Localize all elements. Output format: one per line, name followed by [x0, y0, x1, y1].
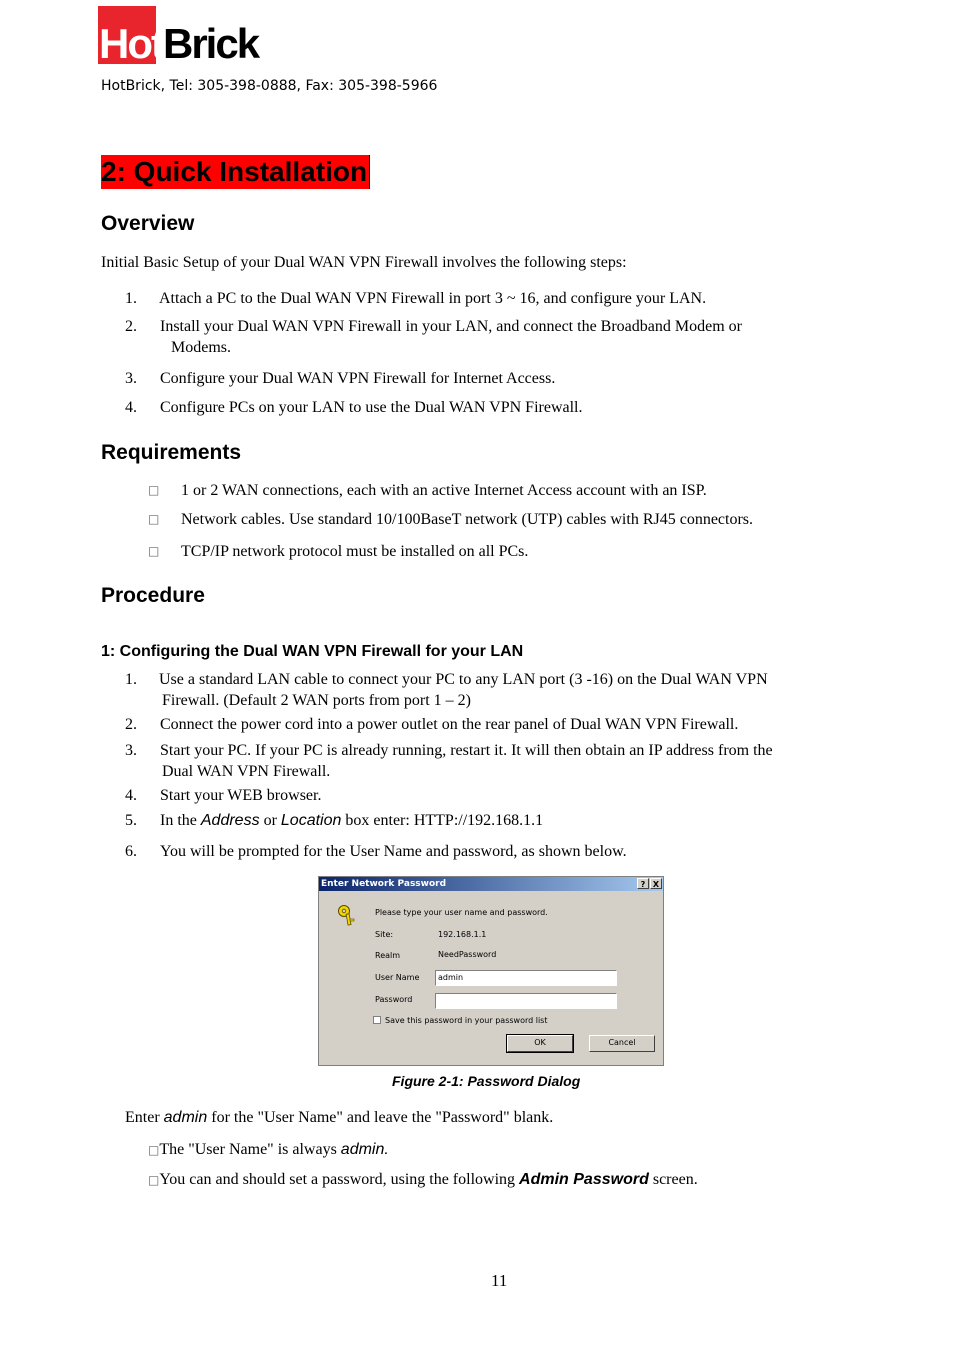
admin-password-term: Admin Password [519, 1171, 649, 1188]
overview-step-2-number: 2. [125, 318, 137, 335]
procedure-step-4: Start your WEB browser. [160, 787, 322, 804]
overview-step-3-number: 3. [125, 370, 137, 387]
note-username: □The "User Name" is always admin. [148, 1141, 389, 1158]
key-icon [337, 904, 359, 926]
overview-heading: Overview [101, 212, 195, 235]
procedure-step-2: Connect the power cord into a power outlet on the rear panel of Dual WAN VPN Firewall. [160, 716, 739, 733]
procedure-step-6: You will be prompted for the User Name and password, as shown below. [160, 843, 627, 860]
note-password: □You can and should set a password, using the following Admin Password screen. [148, 1171, 698, 1188]
cancel-button[interactable]: Cancel [589, 1035, 655, 1052]
password-label: Password [375, 995, 413, 1004]
realm-label: Realm [375, 951, 401, 960]
password-dialog [318, 876, 664, 1066]
site-value: 192.168.1.1 [438, 930, 487, 939]
dialog-title: Enter Network Password [319, 877, 663, 891]
overview-step-2: Install your Dual WAN VPN Firewall in your LAN, and connect the Broadband Modem or [160, 318, 742, 335]
procedure-step-1-cont: Firewall. (Default 2 WAN ports from port 1 – 2) [162, 692, 471, 709]
enter-admin-text: Enter admin for the "User Name" and leave the "Password" blank. [125, 1109, 554, 1126]
save-password-label: Save this password in your password list [385, 1016, 548, 1025]
page-number: 11 [491, 1271, 508, 1290]
bullet-square-icon: □ [148, 1173, 160, 1187]
procedure-step-6-number: 6. [125, 843, 137, 860]
procedure-subheading: 1: Configuring the Dual WAN VPN Firewall for your LAN [101, 643, 524, 660]
chapter-title: 2: Quick Installation [101, 155, 370, 189]
ok-button[interactable]: OK [507, 1035, 573, 1052]
save-password-checkbox[interactable] [373, 1016, 381, 1024]
overview-step-1: Attach a PC to the Dual WAN VPN Firewall in port 3 ~ 16, and configure your LAN. [159, 290, 707, 307]
figure-caption: Figure 2-1: Password Dialog [392, 1073, 581, 1089]
bullet-square-icon: □ [148, 1143, 160, 1157]
overview-step-4-number: 4. [125, 399, 137, 416]
username-input[interactable]: admin [435, 970, 617, 986]
procedure-step-4-number: 4. [125, 787, 137, 804]
procedure-step-3: Start your PC. If your PC is already running, restart it. It will then obtain an IP address from the [160, 742, 773, 759]
help-button[interactable]: ? [637, 878, 649, 889]
overview-step-2-cont: Modems. [171, 339, 231, 356]
username-label: User Name [375, 973, 420, 982]
overview-step-4: Configure PCs on your LAN to use the Dual WAN VPN Firewall. [160, 399, 583, 416]
overview-intro: Initial Basic Setup of your Dual WAN VPN Firewall involves the following steps: [101, 254, 627, 271]
requirement-2: Network cables. Use standard 10/100BaseT network (UTP) cables with RJ45 connectors. [181, 511, 754, 528]
hotbrick-logo: HotBrick [98, 6, 240, 64]
procedure-step-5-number: 5. [125, 812, 137, 829]
dialog-prompt: Please type your user name and password. [375, 908, 548, 917]
location-term: Location [280, 812, 342, 829]
procedure-step-2-number: 2. [125, 716, 137, 733]
overview-step-1-number: 1. [125, 290, 137, 307]
bullet-square-icon: □ [148, 544, 160, 558]
site-label: Site: [375, 930, 394, 939]
requirement-1: 1 or 2 WAN connections, each with an active Internet Access account with an ISP. [181, 482, 707, 499]
procedure-step-3-cont: Dual WAN VPN Firewall. [162, 763, 331, 780]
procedure-heading: Procedure [101, 584, 205, 607]
address-term: Address [200, 812, 260, 829]
bullet-square-icon: □ [148, 512, 160, 526]
overview-step-3: Configure your Dual WAN VPN Firewall for Internet Access. [160, 370, 556, 387]
procedure-step-3-number: 3. [125, 742, 137, 759]
password-input[interactable] [435, 993, 617, 1009]
procedure-step-1-number: 1. [125, 671, 137, 688]
contact-info: HotBrick, Tel: 305-398-0888, Fax: 305-398-5966 [101, 78, 438, 94]
close-button[interactable]: X [650, 878, 662, 889]
bullet-square-icon: □ [148, 483, 160, 497]
requirements-heading: Requirements [101, 441, 242, 464]
requirement-3: TCP/IP network protocol must be installed on all PCs. [181, 543, 529, 560]
realm-value: NeedPassword [438, 950, 497, 959]
procedure-step-1: Use a standard LAN cable to connect your PC to any LAN port (3 -16) on the Dual WAN VPN [159, 671, 768, 688]
procedure-step-5: In the Address or Location box enter: HTTP://192.168.1.1 [160, 812, 544, 829]
